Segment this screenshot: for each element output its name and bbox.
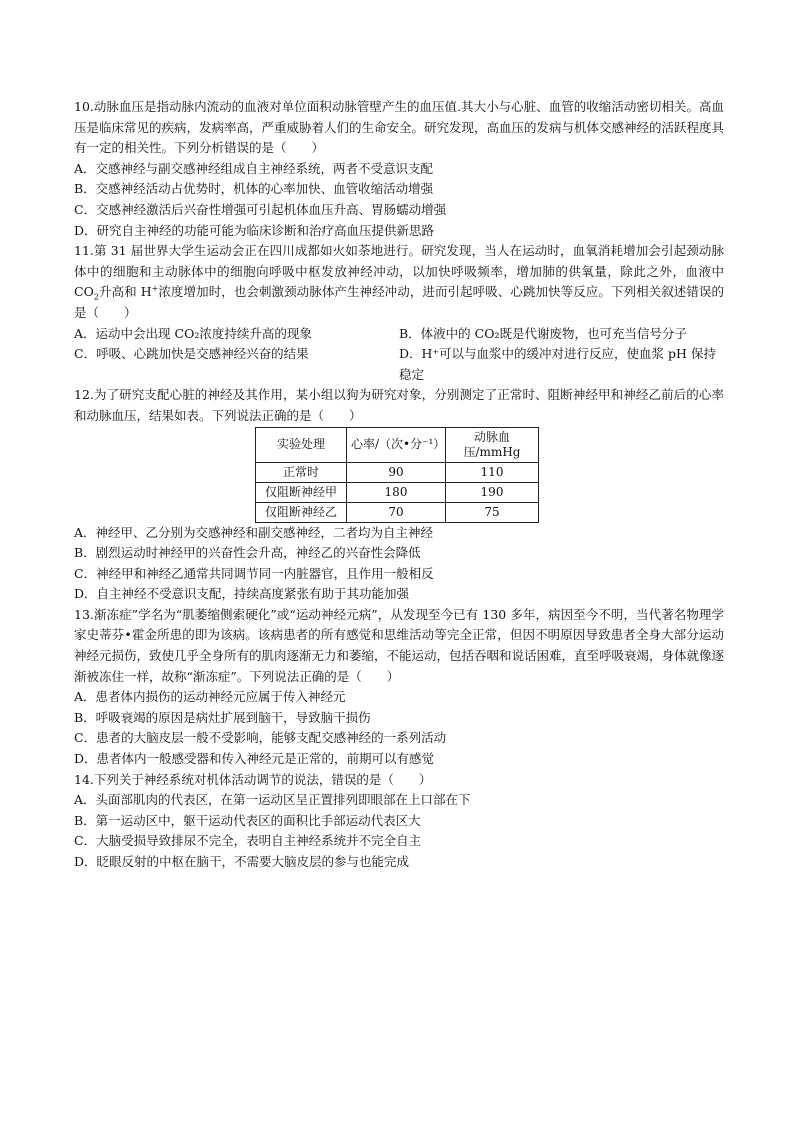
question-11 [74, 241, 724, 385]
question-stem: 13.渐冻症”学名为“肌萎缩侧索硬化”或“运动神经元病”，从发现至今已有 130 多年，病因至今不明，当代著名物理学家史蒂芬•霍金所患的即为该病。该病患者的所有感觉和思维活动等完全正常，但因不明原因导致患者全身大部分运动神经元损伤，致使几乎全身所有的肌肉逐渐无力和萎缩，不能运动，包括吞咽和说话困难，直至呼吸衰竭，身体就像逐渐被冻住一样，故称“渐冻症”。下列说法正确的是（ ） [74, 606, 725, 684]
option-b: B．交感神经活动占优势时，机体的心率加快、血管收缩活动增强 [74, 181, 434, 197]
table-header-row [256, 427, 539, 462]
stem-subscript: 2 [93, 292, 99, 302]
stem-part: 升高和 H [98, 284, 152, 300]
table-cell: 75 [446, 502, 539, 522]
option-c: C．患者的大脑皮层一般不受影响，能够支配交感神经的一系列活动 [74, 730, 447, 746]
option-b: B．第一运动区中，躯干运动代表区的面积比手部运动代表区大 [74, 812, 421, 828]
table-header-cell: 心率/（次•分⁻¹） [347, 427, 446, 462]
option-d: D．H⁺可以与血浆中的缓冲对进行反应，使血浆 pH 保持稳定 [399, 346, 716, 382]
option-a: A．运动中会出现 CO₂浓度持续升高的现象 [74, 325, 312, 341]
option-c: C．呼吸、心跳加快是交感神经兴奋的结果 [74, 346, 309, 362]
question-stem [74, 241, 724, 323]
option-d: D．患者体内一般感受器和传入神经元是正常的，前期可以有感觉 [74, 751, 435, 767]
stem-part: 11.第 31 届世界大学生运动会正在四川成都如火如荼地进行。研究发现，当人在运动时，血氧消耗增加会引起颈动脉体中的细胞和主动脉体中的细胞向呼吸中枢发放神经冲动，以加快呼吸频率，增加肺的供氧量，除此之外，血液中 CO [74, 243, 724, 300]
table-cell: 70 [347, 502, 446, 522]
question-14 [74, 770, 724, 873]
table-cell: 仅阻断神经乙 [256, 502, 347, 522]
table-cell: 正常时 [256, 462, 347, 482]
data-table [255, 427, 539, 523]
option-c: C．神经甲和神经乙通常共同调节同一内脏器官，且作用一般相反 [74, 565, 434, 581]
stem-part: 浓度增加时，也会刺激颈动脉体产生神经冲动，进而引起呼吸、心跳加快等反应。下列相关叙述错误的是（ ） [74, 284, 724, 320]
table-cell: 90 [347, 462, 446, 482]
question-13 [74, 605, 724, 770]
table-cell: 190 [446, 482, 539, 502]
table-row [256, 462, 539, 482]
option-a: A．头面部肌肉的代表区，在第一运动区呈正置排列即眼部在上口部在下 [74, 792, 471, 808]
option-b: B．剧烈运动时神经甲的兴奋性会升高，神经乙的兴奋性会降低 [74, 545, 421, 561]
question-10 [74, 97, 724, 241]
exam-page [74, 97, 724, 873]
question-stem: 10.动脉血压是指动脉内流动的血液对单位面积动脉管壁产生的血压值.其大小与心脏、血管的收缩活动密切相关。高血压是临床常见的疾病，发病率高，严重威胁着人们的生命安全。研究发现，高血压的发病与机体交感神经的活跃程度具有一定的相关性。下列分析错误的是（ ） [74, 99, 725, 156]
table-cell: 110 [446, 462, 539, 482]
question-stem: 12.为了研究支配心脏的神经及其作用，某小组以狗为研究对象，分别测定了正常时、阻断神经甲和神经乙前后的心率和动脉血压，结果如表。下列说法正确的是（ ） [74, 387, 724, 423]
table-row [256, 482, 539, 502]
question-12 [74, 385, 724, 605]
option-a: A．患者体内损伤的运动神经元应属于传入神经元 [74, 689, 346, 705]
table-row [256, 502, 539, 522]
option-c: C．大脑受损导致排尿不完全，表明自主神经系统并不完全自主 [74, 833, 422, 849]
table-header-cell: 动脉血压/mmHg [446, 427, 539, 462]
table-cell: 仅阻断神经甲 [256, 482, 347, 502]
option-b: B．体液中的 CO₂既是代谢废物，也可充当信号分子 [399, 325, 687, 341]
option-d: D．自主神经不受意识支配，持续高度紧张有助于其功能加强 [74, 586, 410, 602]
option-a: A．交感神经与副交感神经组成自主神经系统，两者不受意识支配 [74, 160, 434, 176]
option-a: A．神经甲、乙分别为交感神经和副交感神经，二者均为自主神经 [74, 524, 434, 540]
options-grid [74, 324, 724, 386]
stem-superscript: + [151, 284, 159, 294]
table-cell: 180 [347, 482, 446, 502]
question-stem: 14.下列关于神经系统对机体活动调节的说法，错误的是（ ） [74, 771, 432, 787]
option-d: D．眨眼反射的中枢在脑干，不需要大脑皮层的参与也能完成 [74, 854, 410, 869]
table-header-cell: 实验处理 [256, 427, 347, 462]
option-b: B．呼吸衰竭的原因是病灶扩展到脑干，导致脑干损伤 [74, 709, 371, 725]
option-c: C．交感神经激活后兴奋性增强可引起机体血压升高、胃肠蠕动增强 [74, 201, 447, 217]
option-d: D．研究自主神经的功能可能为临床诊断和治疗高血压提供新思路 [74, 222, 435, 238]
